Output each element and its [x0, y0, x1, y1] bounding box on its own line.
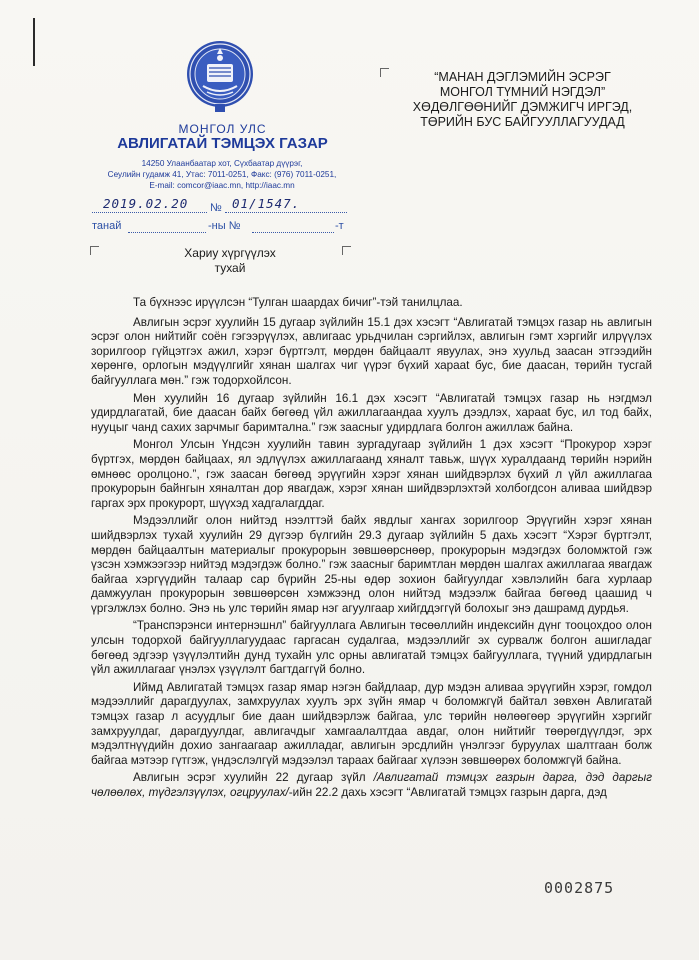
t-label: -т: [335, 220, 344, 232]
tanai-label: танай: [92, 220, 122, 232]
addressee-line: ХӨДӨЛГӨӨНИЙГ ДЭМЖИГЧ ИРГЭД,: [412, 100, 633, 114]
corner-mark-subject-left: [90, 246, 99, 255]
body-paragraph: Мөн хуулийн 16 дугаар зүйлийн 16.1 дэх хэсэгт “Авлигатай тэмцэх газар нь нэгдмэл удирдлагатай, бие даасан байх бөгөөд үйл ажиллагаандаа хуулъ дээдлэх, харааt бус, ил тод байх, нууцыг чанд сахих зарчмыг баримтална.” гэж заасныг удирдлага болгон ажиллаж байна.: [91, 391, 652, 434]
body-paragraph: Иймд Авлигатай тэмцэх газар ямар нэгэн байдлаар, дур мэдэн аливаа эрүүгийн хэрэг, гомдол мэдээллийг дарагдуулах, замхруулах хуулъ эрх зүйн ямар ч боломжгүй байтал зөвхөн Авлигатай тэмцэх газар л асуудлыг бие даан шийдвэрлэж байгаа, улс төрийн нөлөөгөөр эрүүгийн хэргийг замхруулдаг, дарагдуулдаг, авлигачдыг хамгаалалтдаа авдаг, олон нийтийг төөрөгдүүлдэг, эрх мэдэлтнүүдийн дохио зангаагаар ажилладаг, авлигын эрсдлийн үнэлгээг буруулах шалтгаан болж байгаа мэтээр гүтгэж, үндэслэлгүй мэдээлэл тараах байгааг хүлээн зөвшөөрөх боломжгүй байна.: [91, 680, 652, 767]
org-name: АВЛИГАТАЙ ТЭМЦЭХ ГАЗАР: [117, 135, 328, 152]
paragraph-text: -ийн 22.2 дахь хэсэгт “Авлигатай тэмцэх газрын дарга, дэд: [288, 786, 607, 799]
date-line: [92, 212, 207, 213]
subject-line: Хариу хүргүүлэх: [184, 246, 276, 260]
ny-line: [252, 232, 334, 233]
body-paragraph: “Транспэрэнси интернэшнл” байгууллага Авлигын төсөөллийн индексийн дүнг тооцохдоо олон улсын тодорхой байгууллагуудаас гаргасан судалгаа, мэдээллийг эх сурвалж болгон ашигладаг бөгөөд эдгээр үзүүлэлтийн дунд тухайн улс орны авлигатай тэмцэх байгууллага, түүний удирдлагын үйл ажиллагааг үнэлэх үзүүлэлт багтдаггүй болно.: [91, 619, 652, 677]
subject-line: тухай: [214, 261, 246, 275]
body-paragraph: Мэдээллийг олон нийтэд нээлттэй байх явдлыг хангах зорилгоор Эрүүгийн хэрэг хянан шийдвэрлэх тухай хуулийн 29 дүгээр бүлгийн 29.3 дугаар зүйлийн 5 дахь хэсэгт “Хэрэг бүртгэлт, мөрдөн байцаалтын материалыг прокурорын зөвшөөрснөөр, прокурорын мэдэгдэх боломжтой гэж үзсэн хэмжээгээр нийтэд мэдэгдэж болно.” гэж заасныг баримтлан мөрдөн шалгах ажиллагаа явагдаж байгаа хэргүүдийн талаар сар бүрийн 25-ны өдөр зохион байгуулдаг хэвлэлийн бага хурлаар дамжуулан прокурорын зөвшөөрсөн хэмжээнд олон нийтэд мэдээлж байгаа бөгөөд цаашид ч үргэлжлэх болно. Энэ нь улс төрийн ямар нэг агуулгаар хийгддэггүй болохыг энэ дашрамд дурдья.: [91, 514, 652, 615]
margin-mark: [33, 18, 35, 66]
org-contact: [92, 158, 352, 191]
body-paragraph: [91, 771, 652, 800]
number-line: [225, 212, 347, 213]
body-paragraph: Монгол Улсын Үндсэн хуулийн тавин зургадугаар зүйлийн 1 дэх хэсэгт “Прокурор хэрэг бүртгэх, мөрдөн байцаах, ял эдлүүлэх ажиллагаанд хяналт тавьж, шүүх хуралдаанд төрийн нэрийн өмнөөс оролцоно.”, гэж заасан бөгөөд эрүүгийн хэрэг хянан шийдвэрлэх бүхий л үйл ажиллагаа прокурорын байнгын хяналтан дор явагдаж, хэрэг хянан шийдвэрлэхтэй холбогдсон аливаа шийдвэр гаргах эрх прокурорт, шүүхэд хадгалагддаг.: [91, 438, 652, 510]
handwritten-date: 2019.02.20: [103, 196, 189, 211]
addressee-line: ТӨРИЙН БУС БАЙГУУЛЛАГУУДАД: [420, 115, 625, 129]
ny-number-label: -ны №: [208, 220, 241, 232]
addressee-line: “МАНАН ДЭГЛЭМИЙН ЭСРЭГ: [434, 70, 611, 84]
contact-email: E-mail: comcor@iaac.mn, http://iaac.mn: [149, 181, 295, 190]
body-paragraph: Авлигын эсрэг хуулийн 15 дугаар зүйлийн 15.1 дэх хэсэгт “Авлигатай тэмцэх газар нь авлигын эсрэг олон нийтийг соён гэгээрүүлэх, авлигаас урьдчилан сэргийлэх, авлигын гэмт хэргийг илрүүлэх зорилгоор гүйцэтгэх ажил, хэрэг бүртгэлт, мөрдөн байцаалт явуулах, энэ хуульд заасан этгээдийн хөрөнгө, орлогын мэдүүлгийг хянан шалгах чиг үүрэг бүхий харааt бус, бие даасан, төрийн тусгай байгууллага мөн.” гэж тодорхойлсон.: [91, 315, 652, 387]
corner-mark-subject-right: [342, 246, 351, 255]
letter-body: [91, 296, 652, 804]
contact-address: 14250 Улаанбаатар хот, Сүхбаатар дүүрэг,: [141, 159, 303, 168]
document-serial-number: 0002875: [544, 879, 615, 897]
contact-phone: Сеулийн гудамж 41, Утас: 7011-0251, Факс: (976) 7011-0251,: [107, 170, 337, 179]
org-country: МОНГОЛ УЛС: [178, 122, 267, 136]
addressee-block: [385, 70, 660, 130]
subject-block: [170, 246, 290, 276]
number-label: №: [210, 202, 222, 214]
state-emblem-icon: [185, 38, 255, 114]
paragraph-text: Авлигын эсрэг хуулийн 22 дугаар зүйл: [133, 771, 374, 785]
tanai-line: [128, 232, 206, 233]
addressee-line: МОНГОЛ ТҮМНИЙ НЭГДЭЛ”: [439, 85, 606, 99]
paragraph-italic-text: /Авлигатай тэмцэх газрын дарга, дэд даргыг чөлөөлөх, түдгэлзүүлэх, огцруулах/: [91, 771, 653, 799]
body-paragraph: Та бүхнээс ирүүлсэн “Тулган шаардах бичиг”-тэй танилцлаа.: [133, 296, 463, 309]
handwritten-number: 01/1547.: [232, 196, 301, 211]
